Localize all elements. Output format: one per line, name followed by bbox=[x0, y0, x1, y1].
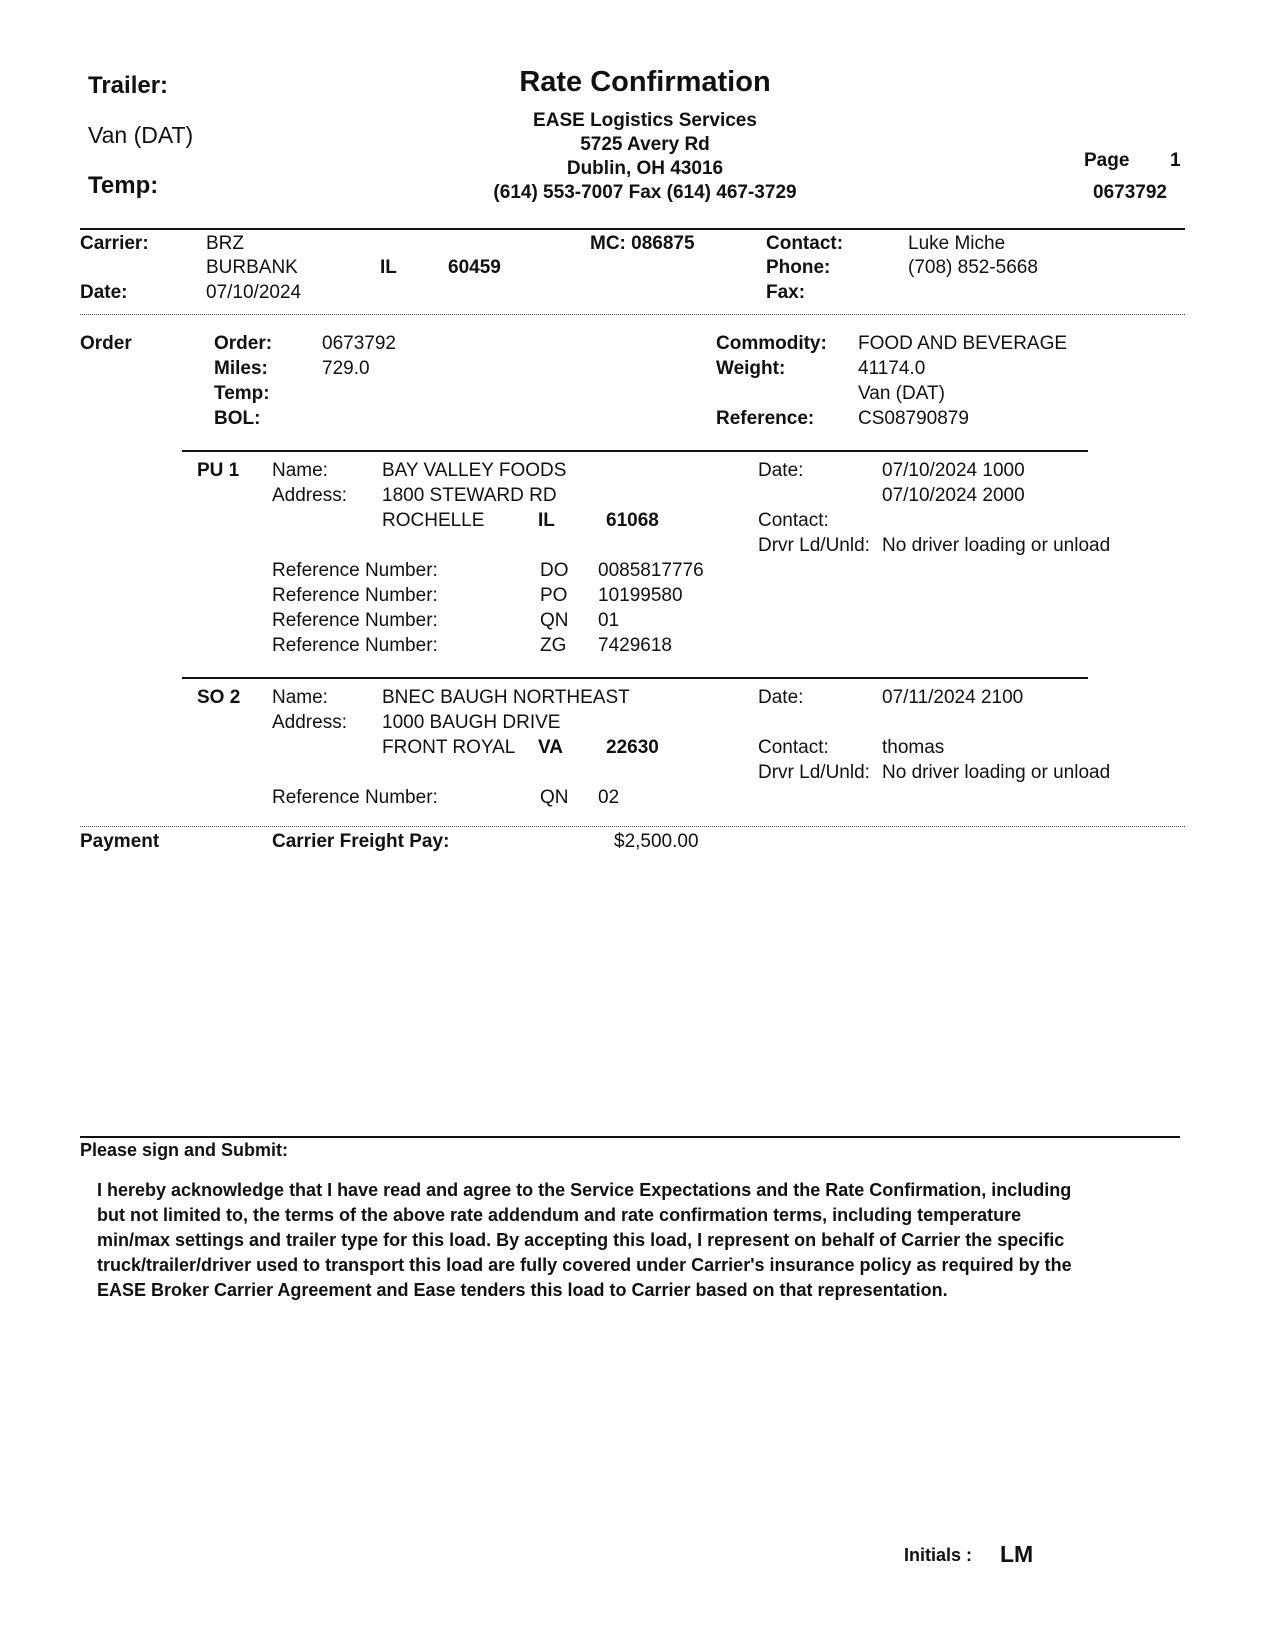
freight-pay-label: Carrier Freight Pay: bbox=[272, 831, 450, 852]
weight-label: Weight: bbox=[716, 358, 786, 379]
ref-label: Reference Number: bbox=[272, 585, 438, 606]
stop-id: SO 2 bbox=[197, 687, 241, 708]
miles-value: 729.0 bbox=[322, 358, 370, 379]
order-section-label: Order bbox=[80, 333, 132, 354]
carrier-divider bbox=[80, 314, 1185, 315]
stop-address-label: Address: bbox=[272, 712, 347, 733]
stop-contact-label: Contact: bbox=[758, 737, 829, 758]
initials-value: LM bbox=[1000, 1541, 1034, 1567]
ref-value: 10199580 bbox=[598, 585, 683, 606]
stop-driver-note: No driver loading or unload bbox=[882, 535, 1111, 556]
ref-type: DO bbox=[540, 560, 569, 581]
stop-contact-label: Contact: bbox=[758, 510, 829, 531]
stop-city: FRONT ROYAL bbox=[382, 737, 516, 758]
stop2-divider bbox=[182, 677, 1088, 679]
ref-label: Reference Number: bbox=[272, 610, 438, 631]
header-divider bbox=[80, 228, 1185, 230]
page-title: Rate Confirmation bbox=[519, 66, 771, 98]
stop-contact: thomas bbox=[882, 737, 945, 758]
terms-divider bbox=[80, 1136, 1180, 1138]
stop-date-label: Date: bbox=[758, 687, 804, 708]
stop-driver-note: No driver loading or unload bbox=[882, 762, 1111, 783]
payment-label: Payment bbox=[80, 831, 160, 852]
stop-date-end: 07/10/2024 2000 bbox=[882, 485, 1025, 506]
carrier-contact-label: Contact: bbox=[766, 233, 844, 254]
weight-value: 41174.0 bbox=[858, 358, 926, 379]
stop-date-start: 07/10/2024 1000 bbox=[882, 460, 1025, 481]
carrier-contact: Luke Miche bbox=[908, 233, 1006, 254]
stop-name-label: Name: bbox=[272, 460, 328, 481]
stop-date-label: Date: bbox=[758, 460, 804, 481]
ref-type: ZG bbox=[540, 635, 567, 656]
stop-zip: 22630 bbox=[606, 737, 659, 758]
stop-id: PU 1 bbox=[197, 460, 240, 481]
carrier-label: Carrier: bbox=[80, 233, 149, 254]
ref-value: 02 bbox=[598, 787, 620, 808]
freight-pay-value: $2,500.00 bbox=[614, 831, 699, 852]
commodity-value: FOOD AND BEVERAGE bbox=[858, 333, 1068, 354]
initials-label: Initials : bbox=[904, 1545, 973, 1565]
terms-line: EASE Broker Carrier Agreement and Ease tenders this load to Carrier based on that representation. bbox=[97, 1280, 948, 1300]
stop-state: VA bbox=[538, 737, 563, 758]
stop1-divider bbox=[182, 450, 1088, 452]
carrier-fax-label: Fax: bbox=[766, 282, 806, 303]
carrier-zip: 60459 bbox=[448, 257, 501, 278]
terms-line: min/max settings and trailer type for this load. By accepting this load, I represent on behalf of Carrier the specific bbox=[97, 1230, 1065, 1250]
terms-line: but not limited to, the terms of the above rate addendum and rate confirmation terms, including temperature bbox=[97, 1205, 1022, 1225]
header-temp-label: Temp: bbox=[88, 172, 159, 199]
ref-type: QN bbox=[540, 787, 569, 808]
reference-value: CS08790879 bbox=[858, 408, 969, 429]
ref-value: 01 bbox=[598, 610, 620, 631]
ref-value: 7429618 bbox=[598, 635, 672, 656]
ref-type: PO bbox=[540, 585, 568, 606]
stop-driver-label: Drvr Ld/Unld: bbox=[758, 535, 870, 556]
page-number: 1 bbox=[1170, 150, 1181, 171]
company-address-line2: Dublin, OH 43016 bbox=[566, 158, 724, 179]
order-temp-label: Temp: bbox=[214, 383, 270, 404]
carrier-phone-label: Phone: bbox=[766, 257, 831, 278]
carrier-mc: MC: 086875 bbox=[590, 233, 695, 254]
trailer-value: Van (DAT) bbox=[88, 122, 194, 148]
carrier-state: IL bbox=[380, 257, 397, 278]
carrier-name: BRZ bbox=[206, 233, 244, 254]
terms-line: I hereby acknowledge that I have read and agree to the Service Expectations and the Rate Confirmation, including bbox=[97, 1180, 1072, 1200]
stop-date: 07/11/2024 2100 bbox=[882, 687, 1024, 708]
stop-city: ROCHELLE bbox=[382, 510, 485, 531]
carrier-city: BURBANK bbox=[206, 257, 298, 278]
stop-name: BAY VALLEY FOODS bbox=[382, 460, 567, 481]
trailer-label: Trailer: bbox=[88, 72, 169, 99]
order-value: 0673792 bbox=[322, 333, 396, 354]
carrier-date: 07/10/2024 bbox=[206, 282, 302, 303]
miles-label: Miles: bbox=[214, 358, 268, 379]
stop-name-label: Name: bbox=[272, 687, 328, 708]
ref-label: Reference Number: bbox=[272, 787, 438, 808]
ref-type: QN bbox=[540, 610, 569, 631]
stop-address: 1000 BAUGH DRIVE bbox=[382, 712, 561, 733]
bol-label: BOL: bbox=[214, 408, 261, 429]
stop-address-label: Address: bbox=[272, 485, 347, 506]
order-label: Order: bbox=[214, 333, 273, 354]
company-address-line1: 5725 Avery Rd bbox=[580, 134, 710, 155]
ref-label: Reference Number: bbox=[272, 635, 438, 656]
stop-zip: 61068 bbox=[606, 510, 659, 531]
stop-state: IL bbox=[538, 510, 555, 531]
terms-heading: Please sign and Submit: bbox=[80, 1140, 289, 1160]
stop-address: 1800 STEWARD RD bbox=[382, 485, 557, 506]
carrier-phone: (708) 852-5668 bbox=[908, 257, 1038, 278]
payment-divider bbox=[80, 826, 1185, 827]
carrier-date-label: Date: bbox=[80, 282, 128, 303]
equipment-value: Van (DAT) bbox=[858, 383, 945, 404]
reference-label: Reference: bbox=[716, 408, 815, 429]
ref-value: 0085817776 bbox=[598, 560, 704, 581]
company-name: EASE Logistics Services bbox=[533, 110, 757, 131]
ref-label: Reference Number: bbox=[272, 560, 438, 581]
stop-name: BNEC BAUGH NORTHEAST bbox=[382, 687, 630, 708]
commodity-label: Commodity: bbox=[716, 333, 827, 354]
company-phone-fax: (614) 553-7007 Fax (614) 467-3729 bbox=[493, 182, 797, 203]
doc-number: 0673792 bbox=[1093, 182, 1167, 203]
page-label: Page bbox=[1084, 150, 1130, 171]
terms-line: truck/trailer/driver used to transport this load are fully covered under Carrier's insurance policy as required by the bbox=[97, 1255, 1072, 1275]
stop-driver-label: Drvr Ld/Unld: bbox=[758, 762, 870, 783]
